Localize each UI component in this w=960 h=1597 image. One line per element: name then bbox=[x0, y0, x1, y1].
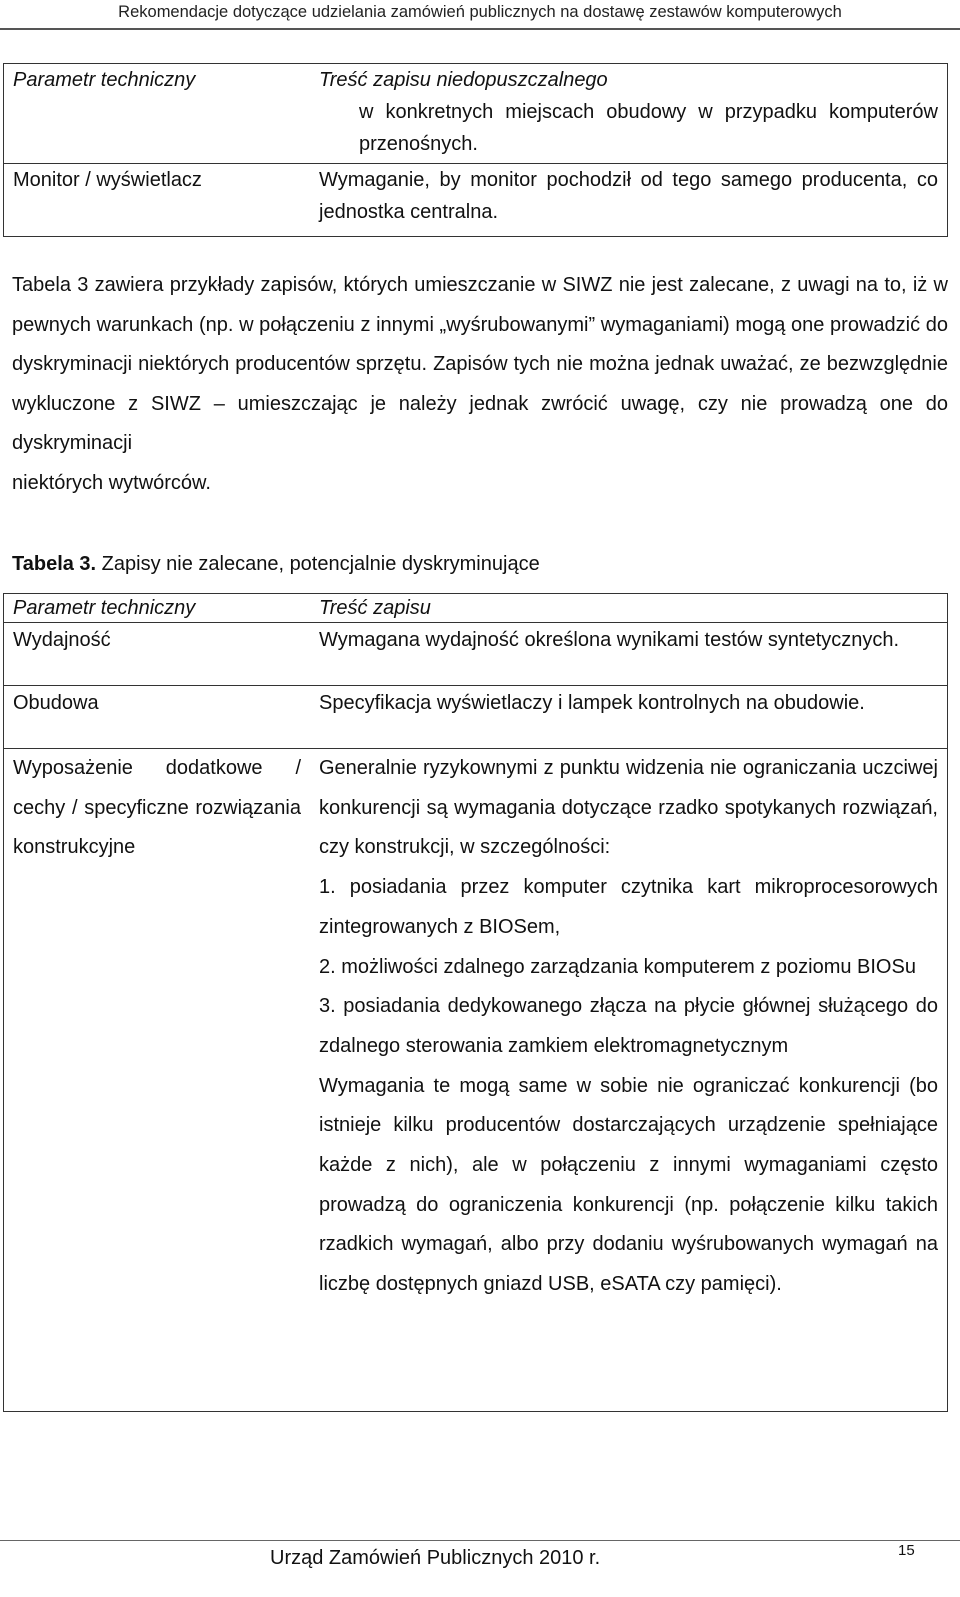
list-item: 1. posiadania przez komputer czytnika kart mikroprocesorowych zintegrowanych z BIOSem, bbox=[319, 876, 938, 938]
column-header-content: Treść zapisu bbox=[319, 597, 431, 619]
table-row bbox=[4, 64, 948, 164]
footer-organization: Urząd Zamówień Publicznych 2010 r. bbox=[270, 1547, 601, 1569]
table-cell-content bbox=[310, 749, 948, 1412]
list-item: 2. możliwości zdalnego zarządzania komputerem z poziomu BIOSu bbox=[319, 955, 916, 978]
body-paragraph bbox=[12, 266, 948, 503]
table-cell-parameter: Monitor / wyświetlacz bbox=[4, 164, 311, 237]
table-cell-text: Specyfikacja wyświetlaczy i lampek kontrolnych na obudowie. bbox=[310, 686, 948, 749]
list-item: 3. posiadania dedykowanego złącza na płycie głównej służącego do zdalnego sterowania zamkiem elektromagnetycznym bbox=[319, 995, 938, 1057]
table-cell-parameter: Wyposażenie dodatkowe / cechy / specyficzne rozwiązania konstrukcyjne bbox=[4, 749, 311, 1412]
table-cell-summary: Wymagania te mogą same w sobie nie ograniczać konkurencji (bo istnieje kilku producentów dostarczających urządzenie spełniające każde z nich), ale w połączeniu z innymi wymaganiami często prowadzą do ograniczenia konkurencji (np. połączenie kilku takich rzadkich wymagań, albo przy dodaniu wyśrubowanych wymagań na liczbę dostępnych gniazd USB, eSATA czy pamięci). bbox=[319, 1074, 938, 1296]
paragraph-last-line: niektórych wytwórców. bbox=[12, 471, 211, 494]
column-header-content: Treść zapisu niedopuszczalnego bbox=[319, 69, 608, 91]
paragraph-text: Tabela 3 zawiera przykłady zapisów, których umieszczanie w SIWZ nie jest zalecane, z uwagi na to, iż w pewnych warunkach (np. w połączeniu z innymi „wyśrubowanymi” wymaganiami) mogą one prowadzić do dyskryminacji niektórych producentów sprzętu. Zapisów tych nie można jednak uważać, ze bezwzględnie wykluczone z SIWZ – umieszczając je należy jednak zwrócić uwagę, czy nie prowadzą one do dyskryminacji bbox=[12, 274, 948, 454]
page-header: Rekomendacje dotyczące udzielania zamówień publicznych na dostawę zestawów komputerowych bbox=[0, 0, 960, 30]
table-cell-parameter: Wydajność bbox=[4, 623, 311, 686]
table-caption-title: Zapisy nie zalecane, potencjalnie dyskryminujące bbox=[96, 553, 540, 575]
table-cell-parameter: Obudowa bbox=[4, 686, 311, 749]
table-row bbox=[4, 164, 948, 237]
column-header-parameter: Parametr techniczny bbox=[13, 597, 196, 619]
table-header-row bbox=[4, 594, 948, 623]
table-1-continuation bbox=[3, 63, 948, 237]
table-caption-label: Tabela 3. bbox=[12, 553, 97, 575]
table-cell-text: Wymagana wydajność określona wynikami testów syntetycznych. bbox=[310, 623, 948, 686]
page-number: 15 bbox=[898, 1542, 915, 1559]
table-caption bbox=[12, 549, 540, 579]
page-footer bbox=[0, 1540, 960, 1571]
column-header-parameter: Parametr techniczny bbox=[13, 69, 196, 91]
table-cell-intro: Generalnie ryzykownymi z punktu widzenia nie ograniczania uczciwej konkurencji są wymagania dotyczące rzadko spotykanych rozwiązań, czy konstrukcji, w szczególności: bbox=[319, 757, 938, 859]
table-cell-content bbox=[310, 64, 948, 164]
table-row bbox=[4, 686, 948, 749]
table-row bbox=[4, 749, 948, 1412]
table-row bbox=[4, 623, 948, 686]
table-cell-text: Wymaganie, by monitor pochodził od tego samego producenta, co jednostka centralna. bbox=[310, 164, 948, 237]
table-cell-text: w konkretnych miejscach obudowy w przypadku komputerów przenośnych. bbox=[359, 101, 938, 155]
table-3 bbox=[3, 593, 948, 1412]
